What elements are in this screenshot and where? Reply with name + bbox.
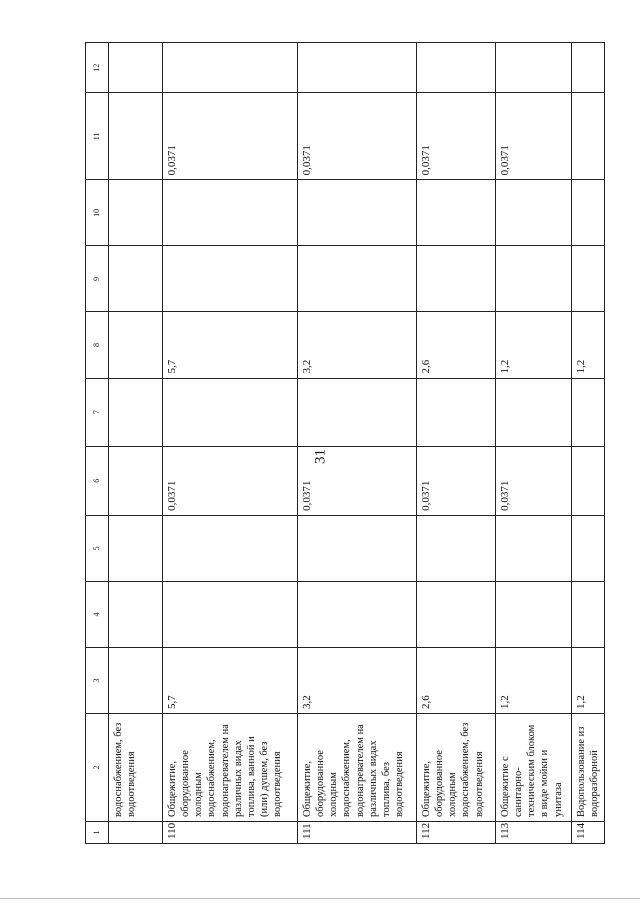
- tariff-table: [85, 42, 605, 844]
- row-number-cell: 110: [163, 821, 298, 843]
- value-cell: 0,0371: [163, 446, 298, 515]
- value-cell: [496, 43, 572, 93]
- value-cell: [572, 446, 605, 515]
- value-cell: [109, 446, 163, 515]
- value-cell: [417, 180, 496, 246]
- value-cell: [417, 378, 496, 446]
- column-number-cell: 4: [86, 581, 109, 647]
- value-cell: [572, 515, 605, 581]
- value-cell: [298, 581, 417, 647]
- column-number-cell: 12: [86, 43, 109, 93]
- description-cell: Общежитие, оборудованное холодным водоснабжением, водонагревателем на различных видах топлива, без водоотведения: [298, 714, 417, 822]
- value-cell: 2,6: [417, 312, 496, 378]
- value-cell: 3,2: [298, 647, 417, 713]
- value-cell: 5,7: [163, 647, 298, 713]
- row-number-cell: 111: [298, 821, 417, 843]
- value-cell: [298, 43, 417, 93]
- value-cell: [417, 43, 496, 93]
- value-cell: [163, 180, 298, 246]
- value-cell: [109, 312, 163, 378]
- value-cell: 0,0371: [496, 93, 572, 180]
- value-cell: 0,0371: [163, 93, 298, 180]
- description-cell: водоснабжением, без водоотведения: [109, 714, 163, 822]
- column-number-cell: 10: [86, 180, 109, 246]
- value-cell: 3,2: [298, 312, 417, 378]
- value-cell: 0,0371: [298, 446, 417, 515]
- value-cell: 1,2: [572, 312, 605, 378]
- value-cell: [496, 246, 572, 312]
- table-row: [496, 43, 572, 844]
- value-cell: [109, 180, 163, 246]
- column-number-row: [86, 43, 109, 844]
- value-cell: [417, 515, 496, 581]
- page-number: 31: [312, 449, 329, 464]
- value-cell: [109, 515, 163, 581]
- value-cell: [572, 378, 605, 446]
- table-row: [109, 43, 163, 844]
- value-cell: 2,6: [417, 647, 496, 713]
- column-number-cell: 5: [86, 515, 109, 581]
- row-number-cell: [109, 821, 163, 843]
- value-cell: [572, 581, 605, 647]
- column-number-cell: 8: [86, 312, 109, 378]
- value-cell: [298, 180, 417, 246]
- value-cell: [417, 581, 496, 647]
- description-cell: Общежитие, оборудованное холодным водоснабжением, без водоотведения: [417, 714, 496, 822]
- value-cell: [163, 246, 298, 312]
- value-cell: [163, 43, 298, 93]
- value-cell: [572, 93, 605, 180]
- table-row: [163, 43, 298, 844]
- value-cell: [298, 515, 417, 581]
- value-cell: 5,7: [163, 312, 298, 378]
- row-number-cell: 112: [417, 821, 496, 843]
- column-number-cell: 7: [86, 378, 109, 446]
- value-cell: [109, 581, 163, 647]
- value-cell: 1,2: [572, 647, 605, 713]
- column-number-cell: 3: [86, 647, 109, 713]
- description-cell: Общежитие с санитарно-техническим блоком в виде мойки и унитаза: [496, 714, 572, 822]
- value-cell: [163, 515, 298, 581]
- value-cell: 0,0371: [298, 93, 417, 180]
- value-cell: 0,0371: [417, 446, 496, 515]
- value-cell: [496, 581, 572, 647]
- column-number-cell: 1: [86, 821, 109, 843]
- value-cell: [109, 43, 163, 93]
- value-cell: 1,2: [496, 647, 572, 713]
- column-number-cell: 11: [86, 93, 109, 180]
- value-cell: [163, 378, 298, 446]
- value-cell: [572, 246, 605, 312]
- table-row: [572, 43, 605, 844]
- value-cell: [496, 515, 572, 581]
- value-cell: [572, 180, 605, 246]
- description-cell: Общежитие, оборудованное холодным водоснабжением, водонагревателем на различных видах топлива, ванной и (или) душем, без водоотведения: [163, 714, 298, 822]
- table-row: [417, 43, 496, 844]
- value-cell: 0,0371: [417, 93, 496, 180]
- column-number-cell: 6: [86, 446, 109, 515]
- row-number-cell: 113: [496, 821, 572, 843]
- column-number-cell: 2: [86, 714, 109, 822]
- value-cell: [109, 378, 163, 446]
- description-cell: Водопользование из водоразборной: [572, 714, 605, 822]
- value-cell: [163, 581, 298, 647]
- value-cell: [496, 180, 572, 246]
- value-cell: [298, 378, 417, 446]
- table-row: [298, 43, 417, 844]
- row-number-cell: 114: [572, 821, 605, 843]
- value-cell: [109, 246, 163, 312]
- value-cell: [298, 246, 417, 312]
- scan-edge-line: [0, 898, 640, 899]
- value-cell: 0,0371: [496, 446, 572, 515]
- value-cell: [417, 246, 496, 312]
- value-cell: [496, 378, 572, 446]
- value-cell: 1,2: [496, 312, 572, 378]
- value-cell: [572, 43, 605, 93]
- column-number-cell: 9: [86, 246, 109, 312]
- value-cell: [109, 93, 163, 180]
- value-cell: [109, 647, 163, 713]
